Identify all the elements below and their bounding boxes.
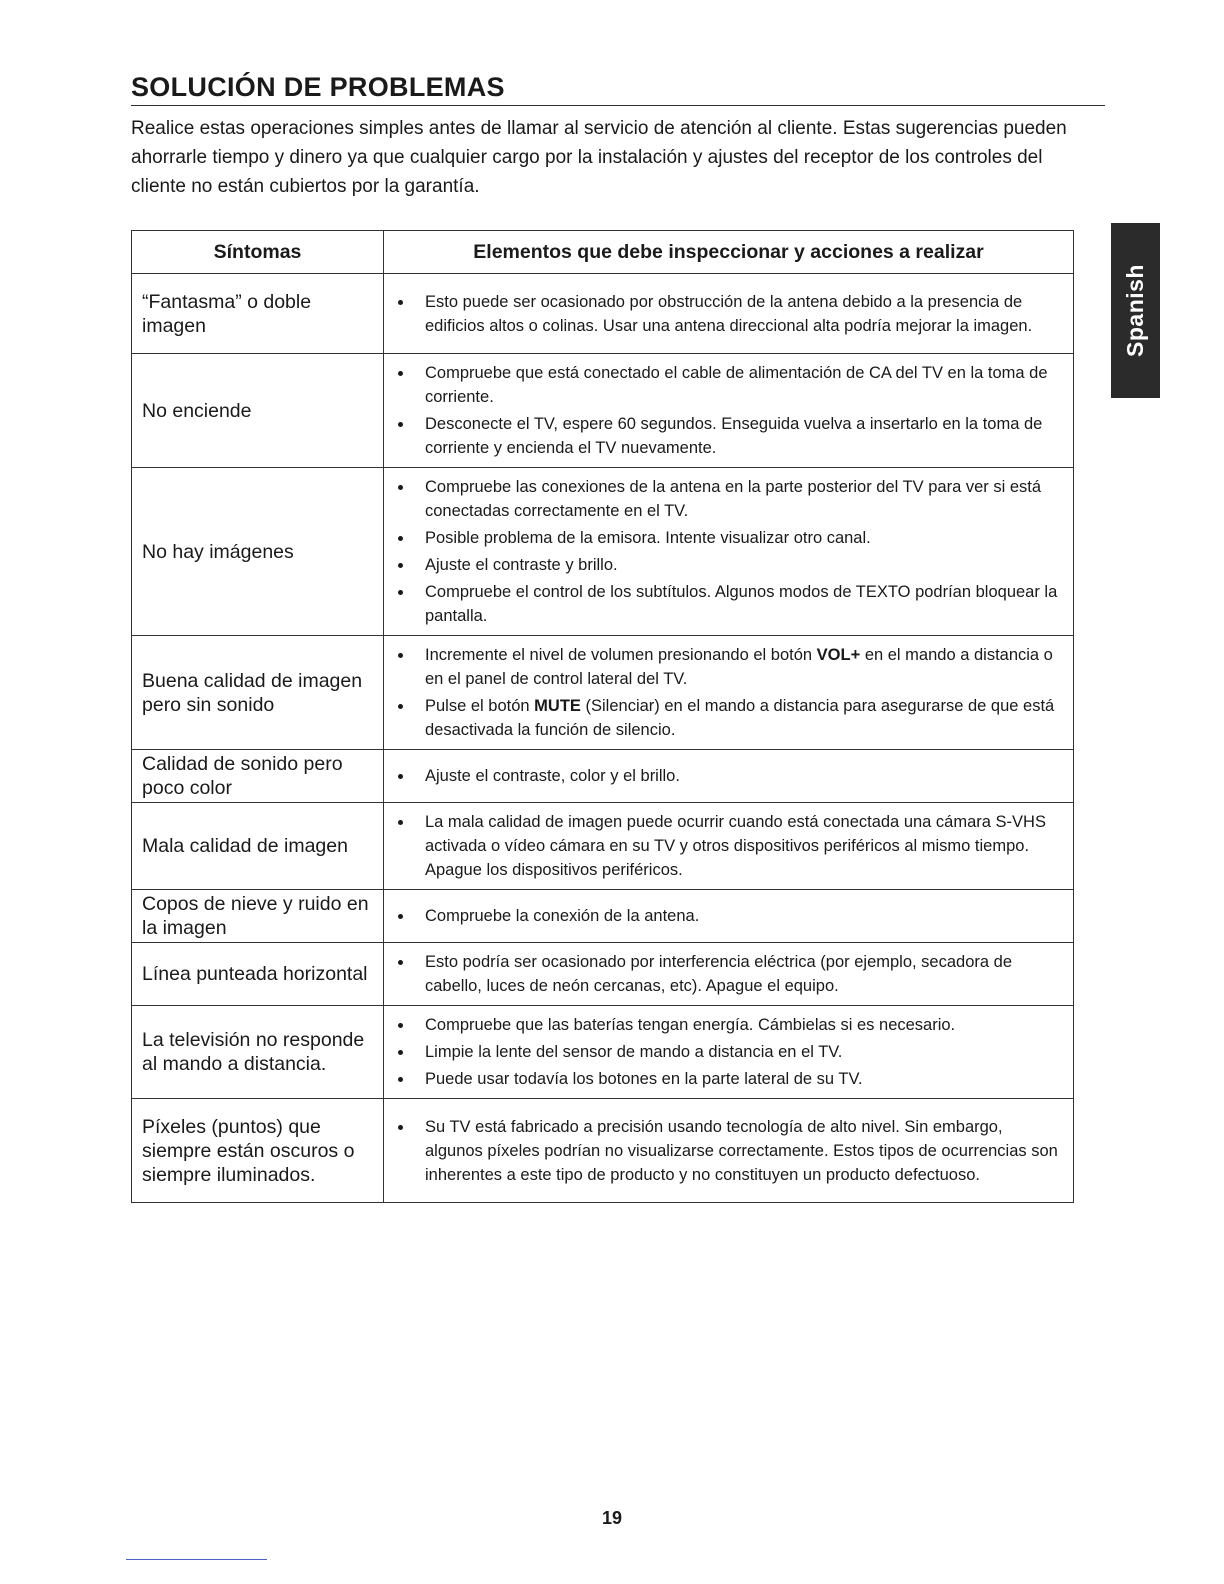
action-item [384, 904, 1063, 928]
action-list [384, 290, 1063, 338]
header-actions: Elementos que debe inspeccionar y acciones a realizar [384, 231, 1074, 274]
language-tab-label: Spanish [1122, 264, 1148, 357]
actions-cell [384, 1099, 1074, 1203]
action-item [384, 553, 1063, 577]
action-item [384, 580, 1063, 628]
action-list [384, 950, 1063, 998]
actions-cell [384, 354, 1074, 468]
symptom-cell: Calidad de sonido pero poco color [132, 750, 384, 803]
table-header-row [132, 231, 1074, 274]
bullet-icon [398, 1050, 403, 1055]
symptom-cell: Mala calidad de imagen [132, 803, 384, 890]
table-row [132, 890, 1074, 943]
table-row [132, 803, 1074, 890]
bullet-icon [398, 422, 403, 427]
troubleshooting-table [131, 230, 1074, 1203]
table-row [132, 1006, 1074, 1099]
action-list [384, 1115, 1063, 1187]
bullet-icon [398, 1077, 403, 1082]
action-text: Limpie la lente del sensor de mando a distancia en el TV. [425, 1043, 843, 1061]
actions-cell [384, 890, 1074, 943]
footer-rule [126, 1559, 267, 1560]
action-item [384, 1115, 1063, 1187]
action-item [384, 643, 1063, 691]
actions-cell [384, 943, 1074, 1006]
symptom-cell: Píxeles (puntos) que siempre están oscuros o siempre iluminados. [132, 1099, 384, 1203]
action-text: (Silenciar) en el mando a distancia para asegurarse de que está desactivada la función de silencio. [425, 697, 1055, 739]
action-list [384, 475, 1063, 628]
actions-cell [384, 274, 1074, 354]
action-text: Incremente el nivel de volumen presionando el botón [425, 646, 817, 664]
action-list [384, 904, 1063, 928]
action-text: Compruebe las conexiones de la antena en la parte posterior del TV para ver si está conectadas correctamente en el TV. [425, 478, 1042, 520]
table-row [132, 274, 1074, 354]
action-text: Esto puede ser ocasionado por obstrucción de la antena debido a la presencia de edificios altos o colinas. Usar una antena direccional alta podría mejorar la imagen. [425, 292, 1033, 335]
action-item [384, 412, 1063, 460]
header-symptoms: Síntomas [132, 231, 384, 274]
action-text: La mala calidad de imagen puede ocurrir cuando está conectada una cámara S-VHS activada o vídeo cámara en su TV y otros dispositivos periféricos al mismo tiempo. Apague los dispositivos periféricos. [425, 813, 1046, 879]
actions-cell [384, 636, 1074, 750]
language-tab [1111, 223, 1160, 398]
bullet-icon [398, 653, 403, 658]
action-text: Compruebe que está conectado el cable de alimentación de CA del TV en la toma de corriente. [425, 364, 1048, 406]
bullet-icon [398, 704, 403, 709]
bullet-icon [398, 1125, 403, 1130]
action-text: Ajuste el contraste, color y el brillo. [425, 767, 680, 785]
symptom-cell: Buena calidad de imagen pero sin sonido [132, 636, 384, 750]
symptom-cell: No enciende [132, 354, 384, 468]
bullet-icon [398, 536, 403, 541]
bullet-icon [398, 960, 403, 965]
bullet-icon [398, 820, 403, 825]
action-item [384, 1013, 1063, 1037]
action-list [384, 361, 1063, 460]
table-row [132, 1099, 1074, 1203]
symptom-cell: Copos de nieve y ruido en la imagen [132, 890, 384, 943]
button-name: VOL+ [816, 646, 861, 664]
bullet-icon [398, 1023, 403, 1028]
bullet-icon [398, 590, 403, 595]
action-text: Posible problema de la emisora. Intente visualizar otro canal. [425, 529, 871, 547]
action-text: Ajuste el contraste y brillo. [425, 556, 618, 574]
symptom-cell: Línea punteada horizontal [132, 943, 384, 1006]
action-text: Desconecte el TV, espere 60 segundos. Enseguida vuelva a insertarlo en la toma de corriente y encienda el TV nuevamente. [425, 415, 1043, 457]
symptom-cell: La televisión no responde al mando a distancia. [132, 1006, 384, 1099]
bullet-icon [398, 371, 403, 376]
actions-cell [384, 1006, 1074, 1099]
action-item [384, 290, 1063, 338]
symptom-cell: No hay imágenes [132, 468, 384, 636]
page-number: 19 [601, 1508, 623, 1528]
table-row [132, 636, 1074, 750]
action-text: Compruebe el control de los subtítulos. Algunos modos de TEXTO podrían bloquear la pantalla. [425, 583, 1058, 625]
table-row [132, 943, 1074, 1006]
symptom-cell: “Fantasma” o doble imagen [132, 274, 384, 354]
action-text: Esto podría ser ocasionado por interferencia eléctrica (por ejemplo, secadora de cabello, luces de neón cercanas, etc). Apague el equipo. [425, 953, 1012, 995]
action-list [384, 643, 1063, 742]
bullet-icon [398, 485, 403, 490]
action-text: Su TV está fabricado a precisión usando tecnología de alto nivel. Sin embargo, algunos píxeles podrían no visualizarse correctamente. Estos tipos de ocurrencias son inherentes a este tipo de producto y no constituyen un producto defectuoso. [425, 1117, 1058, 1184]
button-name: MUTE [534, 697, 581, 715]
action-item [384, 361, 1063, 409]
action-item [384, 526, 1063, 550]
action-list [384, 764, 1063, 788]
action-list [384, 1013, 1063, 1091]
bullet-icon [398, 300, 403, 305]
table-row [132, 468, 1074, 636]
action-item [384, 950, 1063, 998]
action-item [384, 475, 1063, 523]
table-row [132, 750, 1074, 803]
action-item [384, 1040, 1063, 1064]
actions-cell [384, 750, 1074, 803]
action-item [384, 810, 1063, 882]
actions-cell [384, 803, 1074, 890]
action-item [384, 1067, 1063, 1091]
action-item [384, 694, 1063, 742]
action-list [384, 810, 1063, 882]
action-text: Pulse el botón [425, 697, 535, 715]
bullet-icon [398, 914, 403, 919]
page-title: SOLUCIÓN DE PROBLEMAS [131, 72, 1105, 106]
table-row [132, 354, 1074, 468]
actions-cell [384, 468, 1074, 636]
action-text: Puede usar todavía los botones en la parte lateral de su TV. [425, 1070, 863, 1088]
bullet-icon [398, 774, 403, 779]
bullet-icon [398, 563, 403, 568]
action-text: en el mando a distancia o en el panel de control lateral del TV. [425, 646, 1053, 688]
action-text: Compruebe la conexión de la antena. [425, 907, 700, 925]
intro-paragraph: Realice estas operaciones simples antes de llamar al servicio de atención al cliente. Estas sugerencias pueden ahorrarle tiempo y dinero ya que cualquier cargo por la instalación y ajustes del receptor de los controles del cliente no están cubiertos por la garantía. [131, 118, 1067, 197]
action-item [384, 764, 1063, 788]
action-text: Compruebe que las baterías tengan energía. Cámbielas si es necesario. [425, 1016, 956, 1034]
